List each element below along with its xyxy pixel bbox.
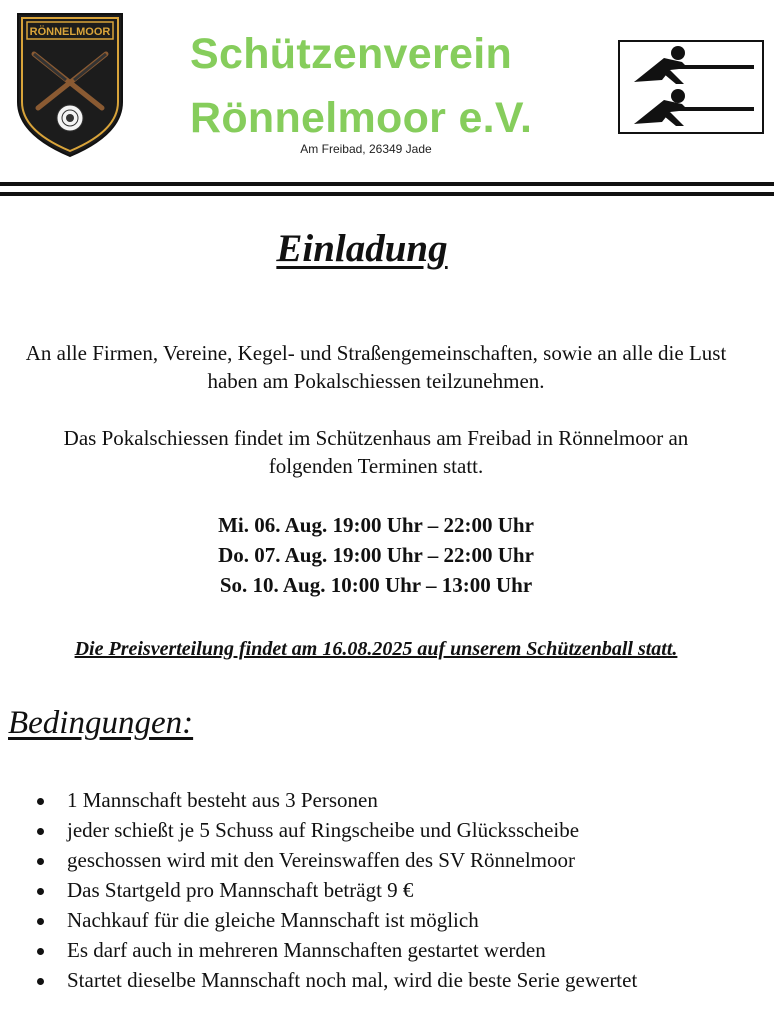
shooter-logo-icon [618,40,764,134]
header-divider [0,182,774,186]
bullet-icon [37,858,44,865]
date-line: Mi. 06. Aug. 19:00 Uhr – 22:00 Uhr [218,513,534,537]
bullet-icon [37,918,44,925]
intro-paragraph: An alle Firmen, Vereine, Kegel- und Straßengemeinschaften, sowie an alle die Lust haben am Pokalschiessen teilzunehmen. [25,341,727,393]
list-item [0,787,774,817]
header-divider [0,192,774,196]
condition-text: Das Startgeld pro Mannschaft beträgt 9 € [67,878,414,902]
condition-text: jeder schießt je 5 Schuss auf Ringscheibe und Glücksscheibe [67,818,580,842]
award-notice: Die Preisverteilung findet am 16.08.2025 auf unserem Schützenball statt. [74,638,678,660]
conditions-list [0,787,774,997]
club-crest-icon [14,10,126,158]
list-item [0,937,774,967]
location-paragraph: Das Pokalschiessen findet im Schützenhaus am Freibad in Rönnelmoor an folgenden Terminen statt. [63,426,689,478]
bullet-icon [37,828,44,835]
list-item [0,847,774,877]
list-item [0,907,774,937]
condition-text: Es darf auch in mehreren Mannschaften gestartet werden [67,938,546,962]
condition-text: geschossen wird mit den Vereinswaffen des SV Rönnelmoor [67,848,576,872]
club-name-line2: Rönnelmoor e.V. [190,94,533,142]
condition-text: Startet dieselbe Mannschaft noch mal, wird die beste Serie gewertet [67,968,638,992]
bullet-icon [37,888,44,895]
crest-label: RÖNNELMOOR [29,26,111,38]
date-line: So. 10. Aug. 10:00 Uhr – 13:00 Uhr [219,573,533,597]
conditions-heading: Bedingungen: [8,705,194,741]
club-address: Am Freibad, 26349 Jade [300,142,432,156]
bullet-icon [37,798,44,805]
bullet-icon [37,948,44,955]
list-item [0,967,774,997]
club-name-line1: Schützenverein [190,30,513,78]
list-item [0,817,774,847]
condition-text: 1 Mannschaft besteht aus 3 Personen [67,788,378,812]
list-item [0,877,774,907]
condition-text: Nachkauf für die gleiche Mannschaft ist möglich [67,908,479,932]
date-line: Do. 07. Aug. 19:00 Uhr – 22:00 Uhr [218,543,534,567]
page-title: Einladung [276,227,448,270]
bullet-icon [37,978,44,985]
